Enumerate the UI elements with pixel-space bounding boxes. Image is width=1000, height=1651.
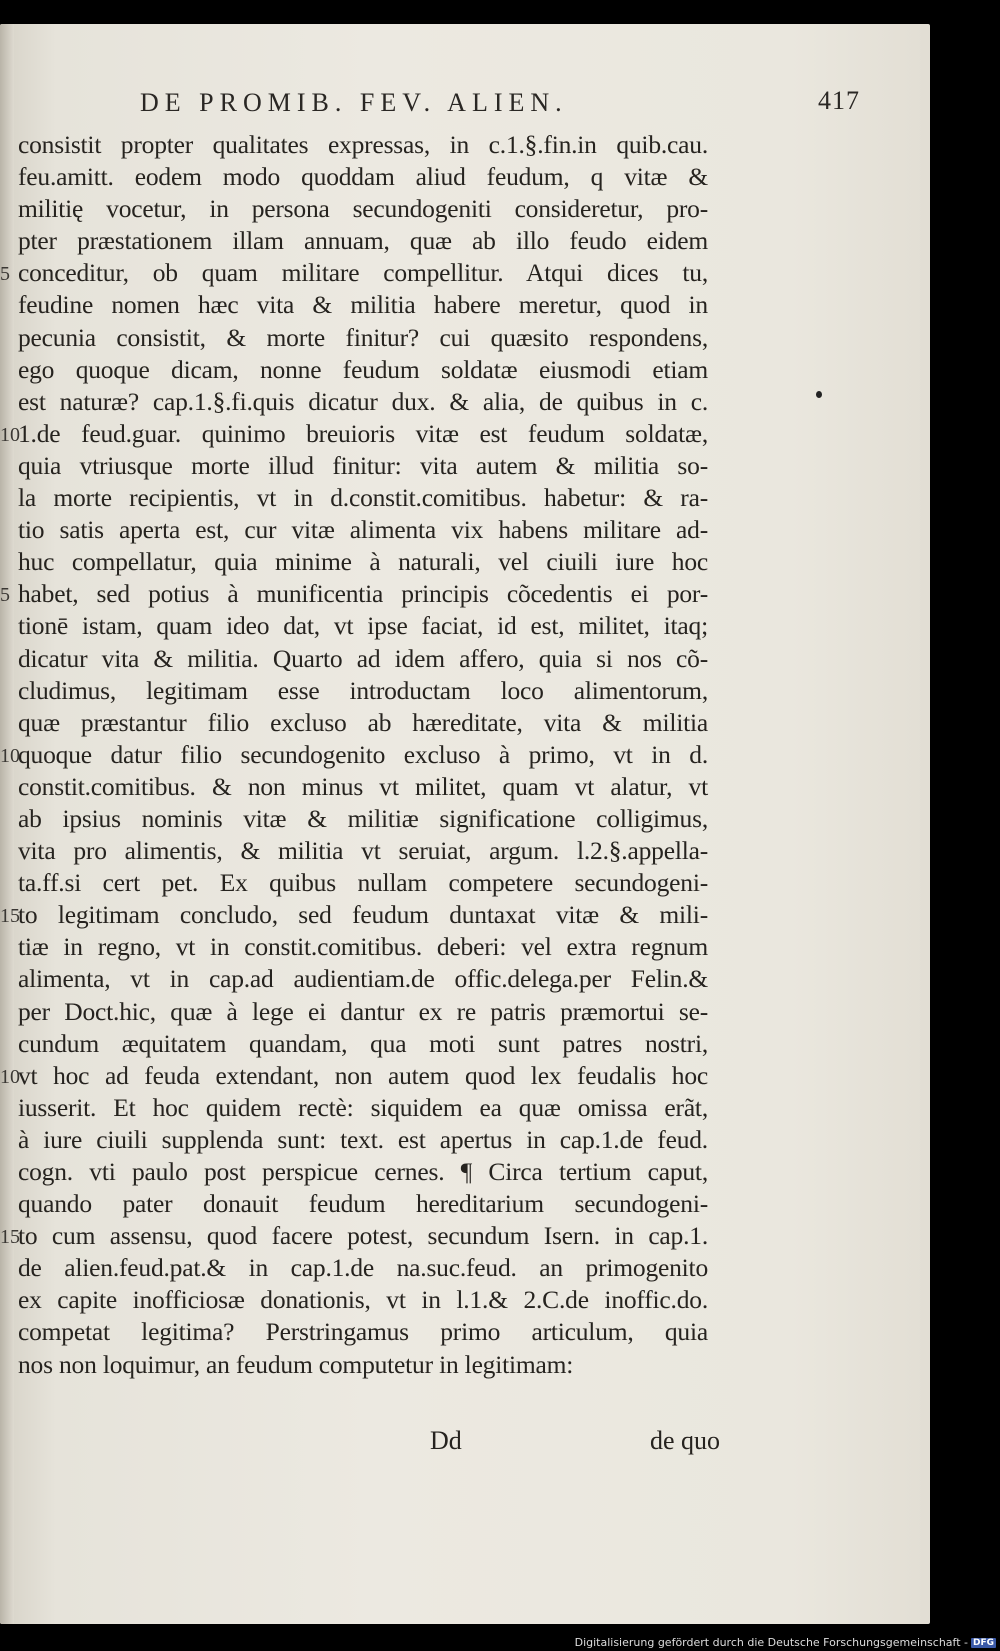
margin-line-number: 10	[0, 1065, 20, 1088]
text-line: quia vtriusque morte illud finitur: vita autem & militia so-	[18, 450, 708, 480]
text-block	[18, 129, 708, 1381]
text-line: huc compellatur, quia minime à naturali, vel ciuili iure hoc	[18, 547, 708, 577]
margin-line-number: 5	[0, 584, 10, 607]
text-line: iusserit. Et hoc quidem rectè: siquidem ea quæ omissa erãt,	[18, 1092, 708, 1122]
text-line: pecunia consistit, & morte finitur? cui quæsito respondens,	[18, 322, 708, 352]
text-line: la morte recipientis, vt in d.constit.comitibus. habetur: & ra-	[18, 483, 708, 513]
text-line: consistit propter qualitates expressas, in c.1.§.fin.in quib.cau.	[18, 130, 708, 159]
text-line: feudine nomen hæc vita & militia habere meretur, quod in	[18, 290, 708, 320]
text-line: to cum assensu, quod facere potest, secundum Isern. in cap.1.	[18, 1221, 708, 1251]
text-line: conceditur, ob quam militare compellitur. Atqui dices tu,	[18, 258, 708, 288]
text-line: quando pater donauit feudum hereditarium secundogeni-	[18, 1189, 708, 1219]
page-number: 417	[818, 86, 860, 115]
catchword: de quo	[649, 1426, 720, 1455]
margin-line-number: 10	[0, 423, 20, 446]
running-header	[140, 88, 860, 118]
ink-speck	[816, 391, 822, 398]
margin-line-number: 10	[0, 744, 20, 767]
text-line: habet, sed potius à munificentia principis cõcedentis ei por-	[18, 579, 708, 609]
text-line: cundum æquitatem quandam, qua moti sunt patres nostri,	[18, 1028, 708, 1058]
text-line: 1.de feud.guar. quinimo breuioris vitæ est feudum soldatæ,	[18, 418, 708, 448]
text-line: ex capite inofficiosæ donationis, vt in l.1.& 2.C.de inoffic.do.	[18, 1285, 708, 1315]
text-line: cogn. vti paulo post perspicue cernes. ¶ Circa tertium caput,	[18, 1157, 708, 1186]
margin-line-number: 5	[0, 263, 10, 286]
text-line: ta.ff.si cert pet. Ex quibus nullam competere secundogeni-	[18, 868, 708, 898]
text-line: nos non loquimur, an feudum computetur in legitimam:	[18, 1349, 574, 1379]
text-line: tionē istam, quam ideo dat, vt ipse faciat, id est, militet, itaq;	[18, 611, 708, 641]
text-line: to legitimam concludo, sed feudum duntaxat vitæ & mili-	[18, 900, 708, 930]
text-line: alimenta, vt in cap.ad audientiam.de offic.delega.per Felin.&	[18, 964, 708, 994]
text-line: vita pro alimentis, & militia vt seruiat, argum. l.2.§.appella-	[18, 836, 708, 866]
text-line: est naturæ? cap.1.§.fi.quis dicatur dux. & alia, de quibus in c.	[18, 386, 708, 416]
text-line: competat legitima? Perstringamus primo articulum, quia	[18, 1317, 708, 1347]
book-page	[0, 24, 930, 1624]
credit-text: Digitalisierung gefördert durch die Deutsche Forschungsgemeinschaft -	[574, 1636, 968, 1649]
digitization-credit	[575, 1636, 996, 1649]
text-line: militię vocetur, in persona secundogeniti consideretur, pro-	[18, 194, 708, 224]
margin-line-number: 15	[0, 905, 20, 928]
dfg-logo: DFG	[972, 1637, 994, 1648]
text-line: tiæ in regno, vt in constit.comitibus. deberi: vel extra regnum	[18, 932, 708, 962]
margin-line-number: 15	[0, 1226, 20, 1249]
text-line: ab ipsius nominis vitæ & militiæ significatione colligimus,	[18, 803, 708, 833]
text-line: quæ præstantur filio excluso ab hæreditate, vita & militia	[18, 707, 708, 737]
text-line: à iure ciuili supplenda sunt: text. est apertus in cap.1.de feud.	[18, 1124, 708, 1154]
text-line: ego quoque dicam, nonne feudum soldatæ eiusmodi etiam	[18, 354, 708, 384]
text-line: per Doct.hic, quæ à lege ei dantur ex re patris præmortui se-	[18, 996, 708, 1026]
text-line: dicatur vita & militia. Quarto ad idem affero, quia si nos cõ-	[18, 643, 708, 673]
text-line: pter præstationem illam annuam, quæ ab illo feudo eidem	[18, 226, 708, 256]
text-line: cludimus, legitimam esse introductam loco alimentorum,	[18, 675, 708, 705]
text-line: vt hoc ad feuda extendant, non autem quod lex feudalis hoc	[18, 1060, 708, 1090]
text-line: quoque datur filio secundogenito excluso à primo, vt in d.	[18, 739, 708, 769]
running-title: DE PROMIB. FEV. ALIEN.	[140, 88, 568, 117]
signature-mark: Dd	[430, 1426, 462, 1455]
text-line: constit.comitibus. & non minus vt militet, quam vt alatur, vt	[18, 771, 708, 801]
text-line: de alien.feud.pat.& in cap.1.de na.suc.feud. an primogenito	[18, 1253, 708, 1283]
text-line: feu.amitt. eodem modo quoddam aliud feudum, q vitæ &	[18, 162, 708, 192]
text-line: tio satis aperta est, cur vitæ alimenta vix habens militare ad-	[18, 515, 708, 545]
